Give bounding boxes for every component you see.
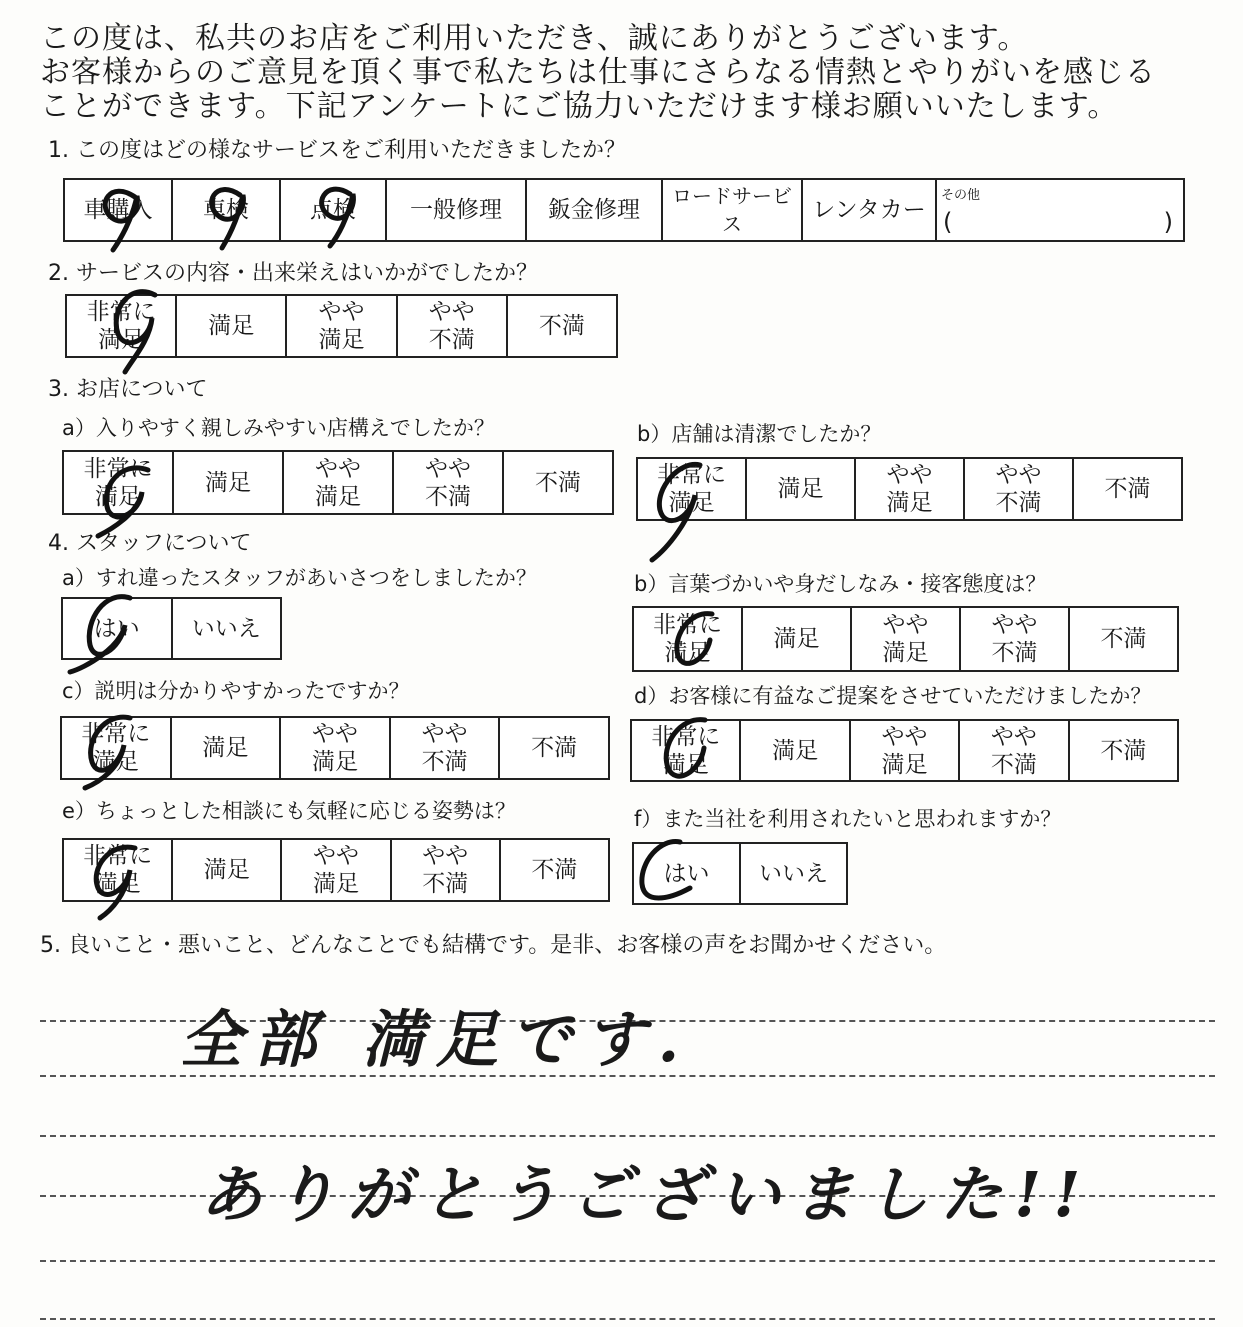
check-mark-q4b [677, 614, 712, 664]
q4c-rating-row-option-3[interactable]: やや 不満 [391, 718, 501, 778]
other-label: その他 [941, 188, 981, 203]
q4e-rating-row-option-1[interactable]: 満足 [173, 840, 282, 900]
intro-line-1: この度は、私共のお店をご利用いただき、誠にありがとうございます。 [40, 21, 1029, 56]
check-mark-q3b [652, 464, 700, 560]
q2-rating-row-option-2[interactable]: やや 満足 [287, 296, 397, 356]
q4b-rating-row-option-1[interactable]: 満足 [743, 608, 852, 670]
q3a-rating-row-option-2[interactable]: やや 満足 [284, 452, 394, 513]
q4c-rating-row-option-1[interactable]: 満足 [172, 718, 282, 778]
intro-line-3: ことができます。下記アンケートにご協力いただけます様お願いいたします。 [40, 89, 1119, 124]
q4a-yesno-row-option-0[interactable]: はい [63, 599, 173, 658]
check-mark-q4e [96, 847, 135, 918]
q3b-rating-row-option-3[interactable]: やや 不満 [965, 459, 1074, 519]
q4d-label: d）お客様に有益なご提案をさせていただけましたか？ [634, 684, 1152, 708]
q4d-rating-row-option-4[interactable]: 不満 [1100, 737, 1147, 764]
q1-option-road-service[interactable]: ロードサービス [663, 180, 803, 240]
q4e-rating-row-option-2[interactable]: やや 満足 [282, 840, 391, 900]
q1-option-rental-car[interactable]: レンタカー [803, 180, 937, 240]
q1-option-general-repair[interactable]: 一般修理 [387, 180, 527, 240]
q2-rating-row-option-0[interactable]: 非常に 満足 [67, 296, 177, 356]
q1-title: 1. この度はどの様なサービスをご利用いただきましたか？ [48, 138, 626, 163]
check-mark-q1-inspection [322, 189, 354, 246]
q4c-rating-row-option-2[interactable]: やや 満足 [281, 718, 391, 778]
check-mark-q1-car-purchase [105, 191, 137, 250]
q4a-yesno-row-option-1[interactable]: いいえ [191, 615, 261, 642]
q4-title: 4. スタッフについて [48, 531, 252, 556]
q3b-rating-row-option-1[interactable]: 満足 [747, 459, 856, 519]
q4c-rating-row-option-0[interactable]: 非常に 満足 [62, 718, 172, 778]
q4f-yesno-row-option-1[interactable]: いいえ [759, 860, 828, 887]
check-mark-q1-shaken [212, 190, 244, 248]
q3-title: 3. お店について [48, 377, 208, 402]
q3b-rating-row-option-2[interactable]: やや 満足 [856, 459, 965, 519]
q4e-rating-row-option-4[interactable]: 不満 [531, 857, 578, 883]
q2-rating-row-option-4[interactable]: 不満 [538, 313, 585, 339]
q4b-rating-row-option-4[interactable]: 不満 [1100, 626, 1147, 652]
q1-option-sheet-metal[interactable]: 鈑金修理 [527, 180, 663, 240]
q4f-label: f）また当社を利用されたいと思われますか？ [634, 807, 1062, 831]
q4c-rating-row-option-4[interactable]: 不満 [531, 735, 578, 761]
check-mark-q4c [85, 717, 130, 788]
check-mark-q4f [642, 842, 690, 898]
q4c-label: c）説明は分かりやすかったですか？ [62, 679, 410, 703]
q2-title: 2. サービスの内容・出来栄えはいかがでしたか？ [48, 261, 538, 286]
other-input[interactable]: ( ) [943, 208, 1173, 236]
q4b-rating-row-option-0[interactable]: 非常に 満足 [634, 608, 743, 670]
q4b-rating-row-option-3[interactable]: やや 不満 [961, 608, 1070, 670]
q3b-rating-row-option-4[interactable]: 不満 [1104, 476, 1151, 502]
q3a-rating-row-option-1[interactable]: 満足 [174, 452, 284, 513]
q4b-rating-row-option-2[interactable]: やや 満足 [852, 608, 961, 670]
q4e-rating-row-option-0[interactable]: 非常に 満足 [64, 840, 173, 900]
q2-rating-row-option-1[interactable]: 満足 [177, 296, 287, 356]
q5-title: 5. 良いこと・悪いこと、どんなことでも結構です。是非、お客様の声をお聞かせください。 [40, 933, 947, 958]
check-mark-q3a [98, 468, 148, 536]
q2-rating-row-option-3[interactable]: やや 不満 [398, 296, 508, 356]
check-mark-q4d [666, 720, 705, 777]
check-mark-q4a [70, 597, 130, 672]
intro-line-2: お客様からのご意見を頂く事で私たちは仕事にさらなる情熱とやりがいを感じる [40, 55, 1156, 90]
q1-option-inspection[interactable]: 点検 [281, 180, 387, 240]
q1-option-car-purchase[interactable]: 車購入 [65, 180, 173, 240]
q3a-label: a）入りやすく親しみやすい店構えでしたか？ [62, 416, 495, 440]
handwritten-comment-line-1: 全部 満足です. [180, 1003, 692, 1076]
q1-option-shaken[interactable]: 車検 [173, 180, 281, 240]
q3b-label: b）店舗は清潔でしたか？ [637, 422, 882, 446]
q4d-rating-row-option-2[interactable]: やや 満足 [851, 721, 960, 780]
q4b-label: b）言葉づかいや身だしなみ・接客態度は？ [634, 572, 1047, 596]
q4d-rating-row-option-1[interactable]: 満足 [741, 721, 850, 780]
q3a-rating-row-option-0[interactable]: 非常に 満足 [64, 452, 174, 513]
q4e-label: e）ちょっとした相談にも気軽に応じる姿勢は？ [62, 799, 516, 823]
handwritten-comment-line-2: ありがとうございました!! [200, 1158, 1093, 1231]
q4d-rating-row-option-3[interactable]: やや 不満 [960, 721, 1069, 780]
q4f-yesno-row-option-0[interactable]: はい [634, 844, 741, 903]
check-mark-q2 [116, 292, 155, 372]
q4d-rating-row-option-0[interactable]: 非常に 満足 [632, 721, 741, 780]
q4e-rating-row-option-3[interactable]: やや 不満 [392, 840, 501, 900]
q3b-rating-row-option-0[interactable]: 非常に 満足 [638, 459, 747, 519]
q4a-label: a）すれ違ったスタッフがあいさつをしましたか？ [62, 566, 537, 590]
q3a-rating-row-option-4[interactable]: 不満 [535, 469, 581, 496]
q3a-rating-row-option-3[interactable]: やや 不満 [394, 452, 504, 513]
